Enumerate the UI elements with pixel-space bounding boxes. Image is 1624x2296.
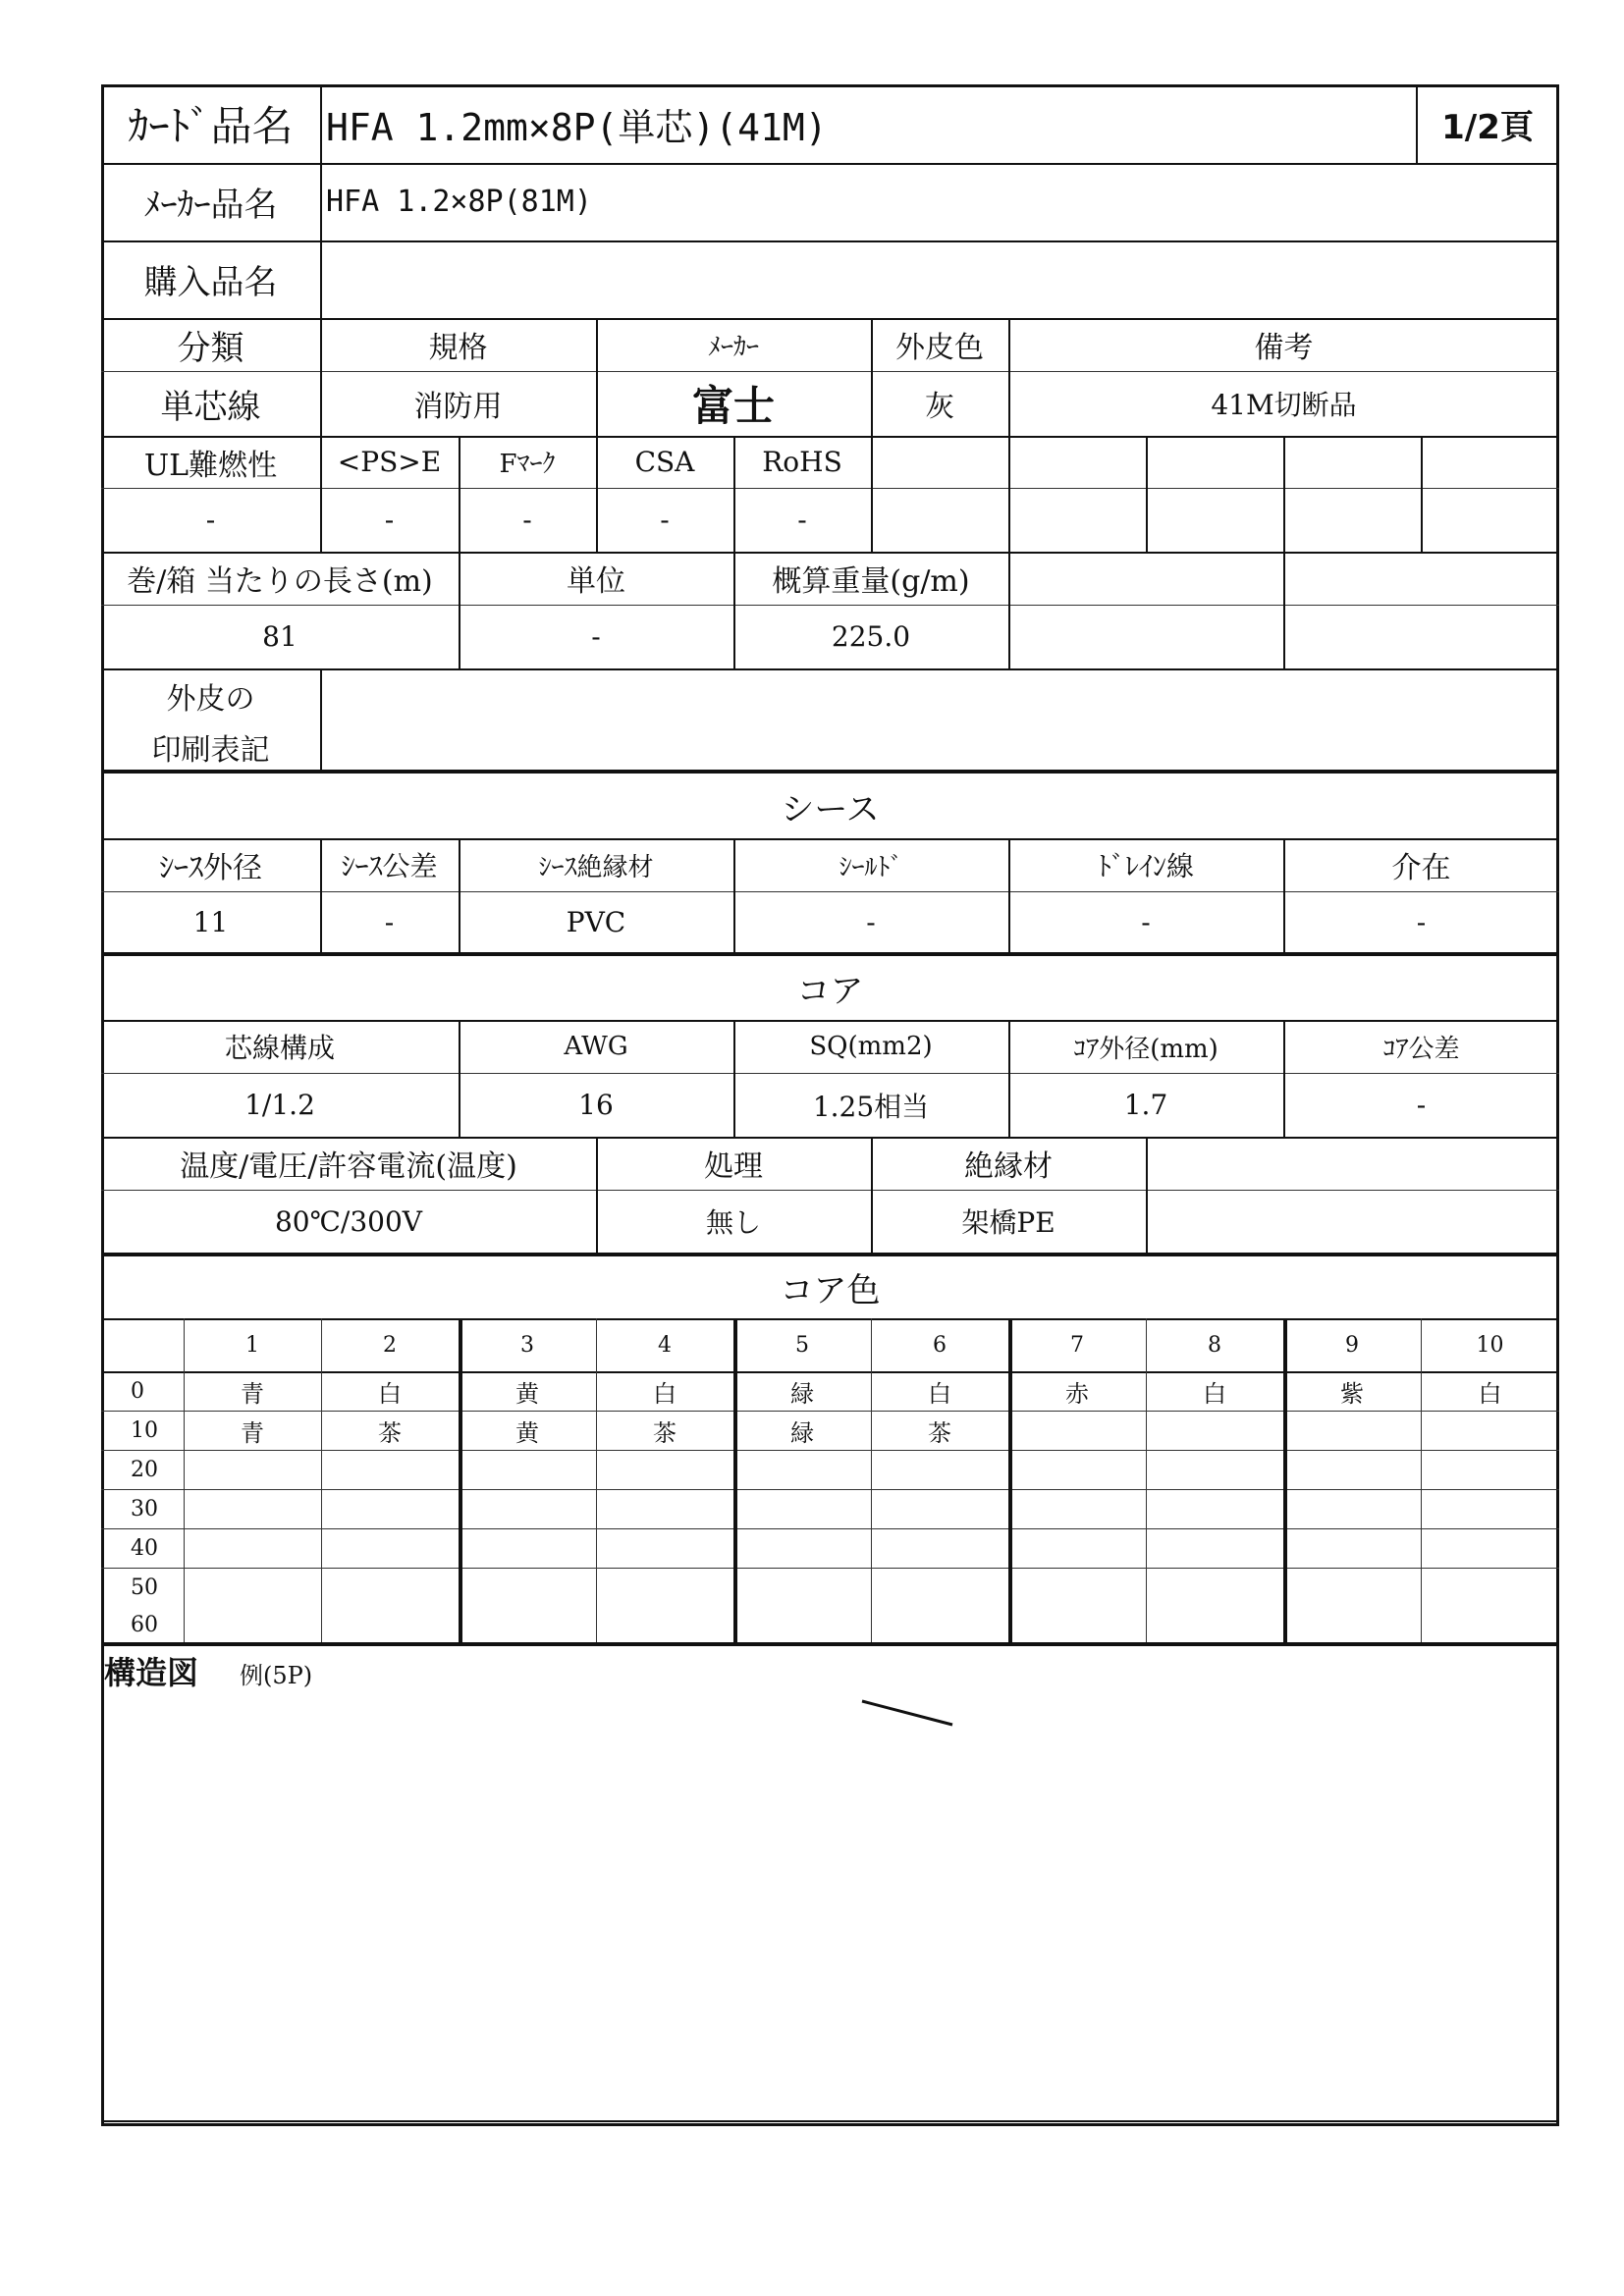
color-column-header: 9 (1345, 1332, 1359, 1358)
color-cell (596, 1489, 733, 1528)
sheath-tolerance-value: - (384, 905, 395, 938)
color-cell (871, 1489, 1008, 1528)
color-row-label: 60 (131, 1612, 158, 1637)
shield-header: ｼｰﾙﾄﾞ (839, 852, 903, 882)
csa-header: CSA (634, 446, 695, 478)
color-cell (733, 1607, 871, 1642)
color-column-header: 4 (658, 1332, 672, 1358)
color-cell (1146, 1450, 1283, 1489)
color-cell (596, 1607, 733, 1642)
insulation-header: 絶縁材 (964, 1149, 1053, 1184)
color-row-label: 20 (131, 1457, 158, 1482)
color-cell (459, 1450, 596, 1489)
f-mark-value: - (522, 504, 532, 536)
color-cell (1008, 1607, 1146, 1642)
color-cell (596, 1528, 733, 1568)
structure-diagram-stroke (854, 1693, 962, 1733)
length-per-reel-value: 81 (262, 620, 298, 653)
core-od-value: 1.7 (1123, 1089, 1168, 1121)
conductor-config-header: 芯線構成 (224, 1032, 335, 1064)
color-row-label: 30 (131, 1496, 158, 1522)
purchase-name-label: 購入品名 (143, 263, 278, 302)
color-column-header: 3 (520, 1332, 534, 1358)
color-cell (1421, 1450, 1559, 1489)
remarks-value: 41M切断品 (1211, 389, 1357, 421)
color-cell (459, 1607, 596, 1642)
color-cell (1421, 1528, 1559, 1568)
color-cell (1008, 1568, 1146, 1607)
core-color-section-title: コア色 (780, 1271, 881, 1310)
drain-wire-value: - (1141, 905, 1151, 938)
color-cell (321, 1528, 459, 1568)
color-cell (184, 1528, 321, 1568)
color-cell (1283, 1489, 1421, 1528)
color-cell (459, 1528, 596, 1568)
csa-value: - (660, 504, 670, 536)
color-cell (184, 1489, 321, 1528)
rating-value: 80℃/300V (274, 1204, 423, 1238)
remarks-header: 備考 (1254, 331, 1314, 365)
color-cell (1283, 1607, 1421, 1642)
color-cell (596, 1568, 733, 1607)
sq-header: SQ(mm2) (809, 1032, 933, 1061)
color-row-label: 40 (131, 1535, 158, 1561)
color-cell (1421, 1568, 1559, 1607)
standard-header: 規格 (428, 331, 488, 365)
color-cell (1146, 1607, 1283, 1642)
sheath-section-title: シース (781, 789, 880, 829)
color-cell (1146, 1568, 1283, 1607)
color-column-header: 8 (1208, 1332, 1221, 1358)
unit-value: - (591, 620, 601, 653)
filler-header: 介在 (1391, 851, 1451, 885)
color-cell (871, 1568, 1008, 1607)
maker-name-label: ﾒｰｶｰ品名 (143, 186, 278, 225)
color-cell (459, 1568, 596, 1607)
color-cell: 青 (241, 1418, 264, 1447)
classification-value: 単芯線 (160, 387, 261, 427)
structure-diagram-title: 構造図 (104, 1654, 199, 1691)
color-cell (184, 1568, 321, 1607)
color-column-header: 6 (933, 1332, 947, 1358)
color-cell (1421, 1411, 1559, 1450)
rohs-header: RoHS (762, 446, 842, 478)
jacket-print-label-line2: 印刷表記 (151, 733, 270, 768)
color-column-header: 1 (245, 1332, 259, 1358)
treatment-value: 無し (705, 1206, 761, 1239)
color-cell (733, 1528, 871, 1568)
color-column-header: 10 (1476, 1332, 1504, 1358)
color-cell (321, 1489, 459, 1528)
shield-value: - (866, 905, 876, 938)
sheath-insulation-header: ｼｰｽ絶縁材 (538, 852, 654, 882)
pse-value: - (384, 504, 395, 536)
classification-header: 分類 (177, 328, 244, 368)
color-cell (1146, 1489, 1283, 1528)
color-column-header: 2 (383, 1332, 397, 1358)
color-cell (1421, 1607, 1559, 1642)
rating-header: 温度/電圧/許容電流(温度) (180, 1149, 517, 1184)
color-cell: 緑 (790, 1418, 814, 1447)
maker-value: 富士 (691, 382, 775, 430)
standard-value: 消防用 (413, 390, 503, 424)
color-cell (733, 1568, 871, 1607)
color-cell (321, 1568, 459, 1607)
sheath-tolerance-header: ｼｰｽ公差 (341, 850, 438, 882)
structure-example-label: 例(5P) (240, 1661, 313, 1689)
color-cell (1283, 1528, 1421, 1568)
ul-flame-value: - (205, 504, 216, 536)
ul-flame-header: UL難燃性 (143, 448, 278, 483)
pse-header: <PS>E (337, 446, 442, 478)
color-cell: 白 (1203, 1379, 1226, 1408)
treatment-header: 処理 (704, 1149, 763, 1184)
jacket-color-value: 灰 (925, 390, 954, 424)
card-name-label: ｶｰﾄﾞ品名 (128, 102, 294, 150)
sq-value: 1.25相当 (812, 1090, 930, 1123)
color-cell: 茶 (928, 1418, 951, 1447)
color-cell: 茶 (653, 1418, 677, 1447)
color-cell: 白 (653, 1379, 677, 1408)
card-name-value: HFA 1.2mm×8P(単芯)(41M) (326, 105, 828, 149)
color-cell: 青 (241, 1379, 264, 1408)
color-cell: 白 (1478, 1379, 1502, 1408)
color-cell: 緑 (790, 1379, 814, 1408)
conductor-config-value: 1/1.2 (244, 1089, 315, 1121)
core-od-header: ｺｱ外径(mm) (1073, 1034, 1218, 1064)
color-cell (871, 1607, 1008, 1642)
color-cell (1008, 1489, 1146, 1528)
f-mark-header: Fﾏｰｸ (499, 450, 556, 479)
purchase-name-value (320, 240, 1559, 318)
core-tolerance-value: - (1416, 1089, 1427, 1121)
maker-name-value: HFA 1.2×8P(81M) (326, 185, 592, 219)
unit-header: 単位 (567, 564, 625, 599)
color-cell (733, 1489, 871, 1528)
color-cell (871, 1528, 1008, 1568)
color-cell (1146, 1528, 1283, 1568)
color-cell: 赤 (1065, 1379, 1089, 1408)
color-cell: 黄 (515, 1418, 539, 1447)
color-cell (184, 1450, 321, 1489)
core-tolerance-header: ｺｱ公差 (1382, 1034, 1460, 1064)
sheath-insulation-value: PVC (566, 905, 626, 938)
rohs-value: - (797, 504, 807, 536)
awg-header: AWG (564, 1032, 628, 1061)
color-cell (596, 1450, 733, 1489)
color-cell (1283, 1450, 1421, 1489)
color-column-header: 5 (795, 1332, 809, 1358)
sheath-od-value: 11 (192, 905, 229, 938)
color-cell: 茶 (378, 1418, 402, 1447)
color-column-header: 7 (1070, 1332, 1084, 1358)
maker-header: ﾒｰｶｰ (707, 332, 759, 362)
color-cell (1146, 1411, 1283, 1450)
core-section-title: コア (796, 972, 864, 1011)
insulation-value: 架橋PE (961, 1206, 1056, 1239)
jacket-print-label-line1: 外皮の (166, 682, 255, 717)
color-cell (321, 1607, 459, 1642)
color-cell (1008, 1528, 1146, 1568)
weight-header: 概算重量(g/m) (772, 564, 970, 599)
color-row-label: 50 (131, 1575, 158, 1600)
drain-wire-header: ﾄﾞﾚｲﾝ線 (1097, 850, 1194, 882)
color-cell: 黄 (515, 1379, 539, 1408)
awg-value: 16 (578, 1089, 614, 1121)
color-cell: 白 (928, 1379, 951, 1408)
page-number: 1/2頁 (1441, 107, 1534, 147)
color-cell (1421, 1489, 1559, 1528)
color-cell (321, 1450, 459, 1489)
color-cell (1283, 1411, 1421, 1450)
color-cell (871, 1450, 1008, 1489)
weight-value: 225.0 (831, 620, 911, 653)
color-cell (184, 1607, 321, 1642)
jacket-color-header: 外皮色 (895, 331, 984, 365)
color-cell: 紫 (1340, 1379, 1364, 1408)
filler-value: - (1416, 905, 1427, 938)
sheath-od-header: ｼｰｽ外径 (159, 851, 262, 885)
color-cell (1008, 1411, 1146, 1450)
color-cell (1008, 1450, 1146, 1489)
color-cell: 白 (378, 1379, 402, 1408)
color-cell (1283, 1568, 1421, 1607)
color-cell (459, 1489, 596, 1528)
color-cell (733, 1450, 871, 1489)
color-row-label: 0 (131, 1378, 144, 1404)
color-row-label: 10 (131, 1417, 158, 1443)
length-per-reel-header: 巻/箱 当たりの長さ(m) (127, 564, 433, 599)
